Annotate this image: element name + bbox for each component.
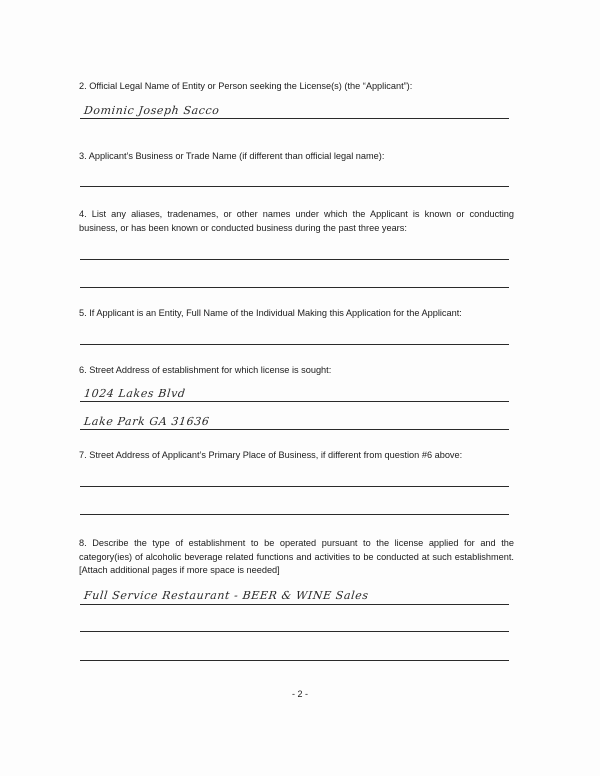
question-7-answer-line-2 — [80, 514, 509, 515]
question-5-label: 5. If Applicant is an Entity, Full Name of the Individual Making this Application for the Applicant: — [79, 308, 462, 318]
question-8-answer-line-3 — [80, 660, 509, 661]
question-6-answer-line-2 — [80, 429, 509, 430]
question-4-label: 4. List any aliases, tradenames, or other names under which the Applicant is known or conducting business, or has been known or conducted business during the past three years: — [79, 209, 514, 233]
question-8-answer-line-2 — [80, 631, 509, 632]
question-5-answer-line — [80, 344, 509, 345]
question-7-label: 7. Street Address of Applicant’s Primary Place of Business, if different from question #6 above: — [79, 450, 463, 460]
question-2-label: 2. Official Legal Name of Entity or Person seeking the License(s) (the “Applicant”): — [79, 81, 413, 91]
question-8-label: 8. Describe the type of establishment to be operated pursuant to the license applied for and the category(ies) of alcoholic beverage related functions and activities to be conducted at such establishment. [Attach additional pages if more space is needed] — [79, 538, 514, 575]
question-2-answer: Dominic Joseph Sacco — [83, 104, 221, 117]
question-3-answer-line — [80, 186, 509, 187]
question-7-answer-line-1 — [80, 486, 509, 487]
question-6-answer-2: Lake Park GA 31636 — [83, 415, 211, 428]
question-8-answer-line-1 — [80, 604, 509, 605]
question-4-answer-line-1 — [80, 259, 509, 260]
question-6-label: 6. Street Address of establishment for which license is sought: — [79, 365, 332, 375]
question-4-answer-line-2 — [80, 287, 509, 288]
page-number: - 2 - — [291, 689, 308, 699]
question-2-answer-line — [80, 118, 509, 119]
question-3-label: 3. Applicant’s Business or Trade Name (if different than official legal name): — [79, 151, 385, 161]
question-8-answer: Full Service Restaurant - BEER & WINE Sales — [83, 589, 370, 602]
question-6-answer-1: 1024 Lakes Blvd — [83, 387, 187, 400]
question-6-answer-line-1 — [80, 401, 509, 402]
